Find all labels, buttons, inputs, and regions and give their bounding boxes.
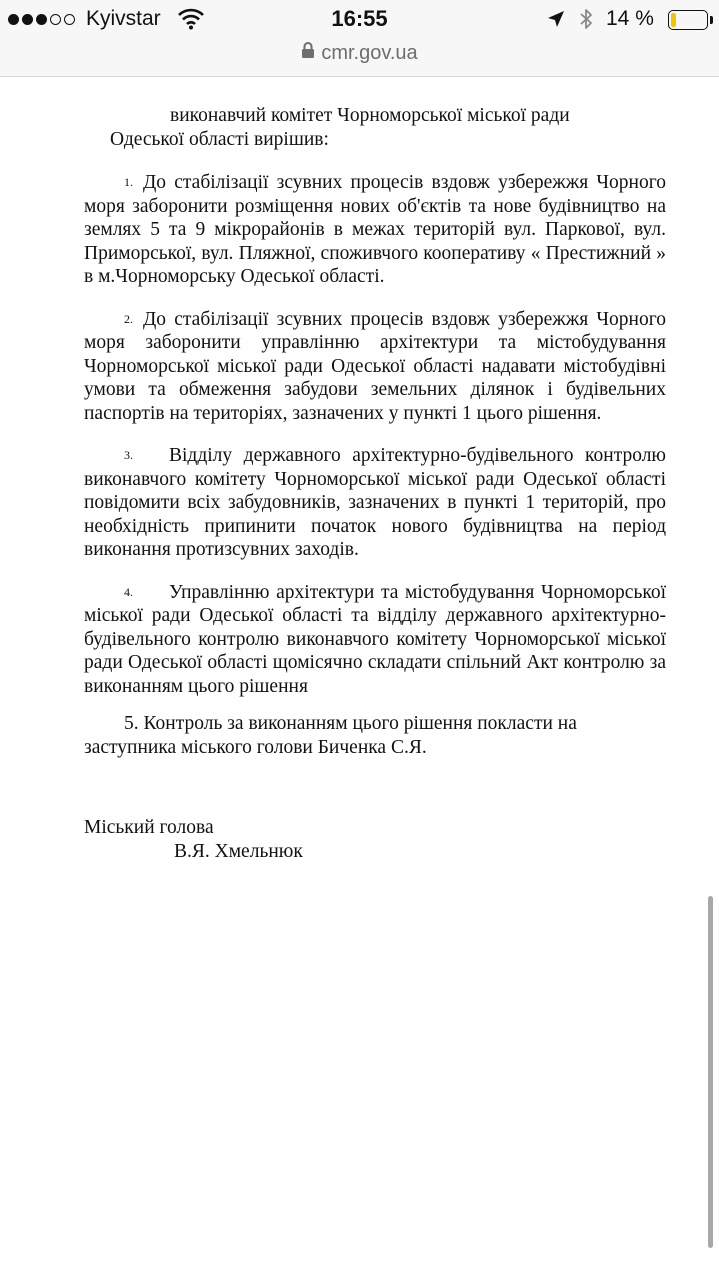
bluetooth-icon [578,7,594,37]
signature-title: Міський голова [84,817,214,838]
item-number: 4. [124,584,133,599]
url-text: cmr.gov.ua [321,41,418,64]
status-bar [0,0,719,40]
list-item [84,444,666,562]
scrollbar[interactable] [708,896,713,1248]
item-text: Відділу державного архітектурно-будівельного контролю виконавчого комітету Чорноморської міської ради Одеської області повідомити всіх забудовників, зазначених в пункті 1 територій, про необхідність припинити початок нового будівництва на період виконання протизсувних заходів. [84,445,666,560]
battery-level-fill [671,13,676,27]
item-number: 2. [124,311,133,326]
list-item [84,171,666,289]
item-text: До стабілізації зсувних процесів вздовж узбережжя Чорного моря заборонити управлінню архітектури та містобудування Чорноморської міської ради Одеської області надавати містобудівні умови та обмеження забудови земельних ділянок і будівельних паспортів на територіях, зазначених у пункті 1 цього рішення. [84,308,666,424]
item-number: 1. [124,175,133,189]
lock-icon [301,41,315,65]
intro-line-2: Одеської області вирішив: [110,128,329,150]
clock: 16:55 [331,6,388,31]
item-text: До стабілізації зсувних процесів вздовж узбережжя Чорного моря заборонити розміщення нових об'єктів та нове будівництво на землях 5 та 9 мікрорайонів в межах територій вул. Паркової, вул. Приморської, вул. Пляжної, споживчого кооперативу « Престижний » в м.Чорноморську Одеської області. [84,172,666,287]
signature-name: В.Я. Хмельнюк [174,840,303,862]
list-item [84,581,666,699]
battery-tip [710,16,713,24]
item-number: 3. [124,448,133,462]
address-bar[interactable] [0,40,719,77]
battery-percentage: 14 % [606,7,654,30]
carrier-name: Kyivstar [86,7,161,30]
location-arrow-icon [546,9,566,35]
document-page [84,104,666,863]
item-5-text: 5. Контроль за виконанням цього рішення покласти на заступника міського голови Биченка С.Я. [84,713,577,758]
item-text: Управлінню архітектури та містобудування Чорноморської міської ради Одеської області та відділу державного архітектурно-будівельного контролю виконавчого комітету Чорноморської міської ради Одеської області щомісячно складати спільний Акт контролю за виконанням цього рішення [84,581,666,697]
battery-icon [668,10,708,30]
intro-line-1: виконавчий комітет Чорноморської міської ради [170,105,570,126]
list-item [84,308,666,426]
